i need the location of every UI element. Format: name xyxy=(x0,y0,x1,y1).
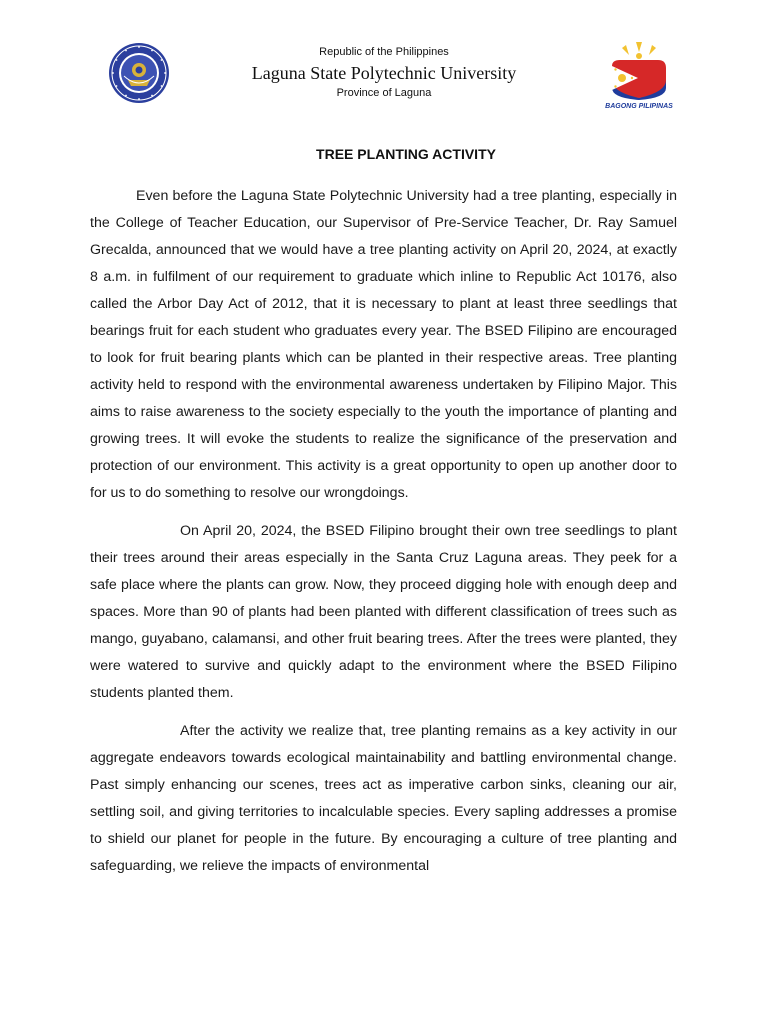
republic-line: Republic of the Philippines xyxy=(319,46,449,58)
document-body xyxy=(90,183,677,891)
paragraph: On April 20, 2024, the BSED Filipino brought their own tree seedlings to plant their trees around their areas especially in the Santa Cruz Laguna areas. They peek for a safe place where the plants can grow. Now, they proceed digging hole with enough deep and spaces. More than 90 of plants had been planted with different classification of trees such as mango, guyabano, calamansi, and other fruit bearing trees. After the trees were planted, they were watered to survive and quickly adapt to the environment where the BSED Filipino students planted them. xyxy=(90,523,677,701)
university-name: Laguna State Polytechnic University xyxy=(251,63,517,83)
letterhead xyxy=(0,40,768,120)
document-title: TREE PLANTING ACTIVITY xyxy=(316,146,496,162)
bagong-pilipinas-logo-text: BAGONG PILIPINAS xyxy=(605,103,673,110)
paragraph: After the activity we realize that, tree planting remains as a key activity in our aggregate endeavors towards ecological maintainability and battling environmental change. Past simply enhancing our scenes, trees act as imperative carbon sinks, cleaning our air, settling soil, and giving territories to incalculable species. Every sapling addresses a promise to shield our planet for people in the future. By encouraging a culture of tree planting and safeguarding, we relieve the impacts of environmental xyxy=(90,723,677,874)
paragraph: Even before the Laguna State Polytechnic University had a tree planting, especially in the College of Teacher Education, our Supervisor of Pre-Service Teacher, Dr. Ray Samuel Grecalda, announced that we would have a tree planting activity on April 20, 2024, at exactly 8 a.m. in fulfilment of our requirement to graduate which inline to Republic Act 10176, also called the Arbor Day Act of 2012, that it is necessary to plant at least three seedlings that bearings fruit for each student who graduates every year. The BSED Filipino are encouraged to look for fruit bearing plants which can be planted in their respective areas. Tree planting activity held to respond with the environmental awareness undertaken by Filipino Major. This aims to raise awareness to the society especially to the youth the importance of planting and growing trees. It will evoke the students to realize the significance of the preservation and protection of our environment. This activity is a great opportunity to open up another door to for us to do something to resolve our wrongdoings. xyxy=(90,188,677,501)
university-seal-icon xyxy=(108,42,170,104)
province-line: Province of Laguna xyxy=(336,87,432,99)
letterhead-text xyxy=(200,45,568,100)
bagong-pilipinas-logo-icon xyxy=(598,40,680,110)
